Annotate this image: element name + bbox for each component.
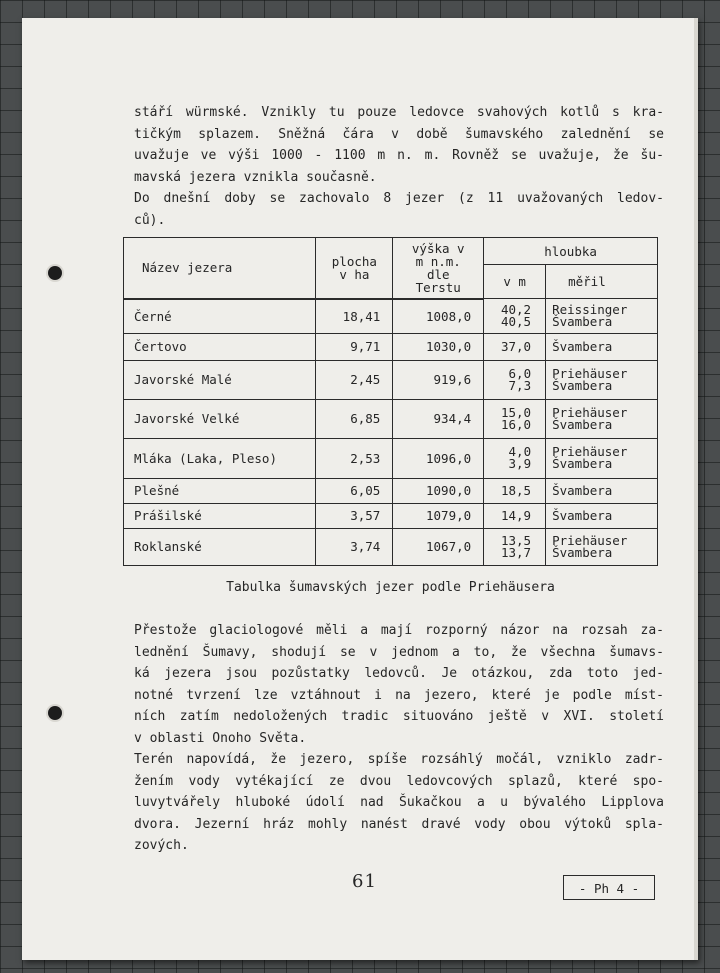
depth-value: 40,5	[500, 313, 532, 329]
cell-measured-by	[546, 299, 658, 334]
cell-area: 6,05	[316, 478, 393, 503]
depth-value: 40,2	[500, 301, 532, 317]
cell-measured-by: Švambera	[546, 503, 658, 528]
cell-altitude: 1090,0	[393, 478, 484, 503]
punch-hole-bottom	[48, 706, 62, 720]
cell-altitude: 1030,0	[393, 333, 484, 360]
measurer: Švambera	[552, 416, 613, 432]
text-line: Přestože glaciologové měli a mají rozporný názor na rozsah za-	[134, 623, 664, 638]
measurer: Priehäuser	[552, 365, 628, 381]
cell-measured-by	[546, 528, 658, 565]
cell-lake-name: Javorské Velké	[124, 399, 316, 438]
cell-depth	[484, 299, 546, 334]
measurer: Švambera	[552, 377, 613, 393]
measurer: Švambera	[552, 456, 613, 471]
cell-lake-name: Plešné	[124, 478, 316, 503]
depth-value: 4,0	[508, 444, 532, 459]
cell-area: 3,57	[316, 503, 393, 528]
depth-value: 6,0	[508, 365, 532, 381]
header-area-line: plocha	[331, 253, 377, 269]
table-row	[124, 299, 658, 334]
text-line: Do dnešní doby se zachovalo 8 jezer (z 11 uvažovaných ledov-	[134, 191, 664, 206]
cell-depth	[484, 360, 546, 399]
cell-measured-by	[546, 438, 658, 478]
text-line: luvytvářely hluboké údolí nad Šukačkou a u bývalého Lipplova	[134, 795, 664, 810]
cell-measured-by	[546, 360, 658, 399]
lakes-table	[123, 237, 658, 566]
cell-depth: 18,5	[484, 478, 546, 503]
table-row	[124, 438, 658, 478]
header-altitude-line: dle	[426, 266, 450, 282]
cell-depth	[484, 399, 546, 438]
cell-depth: 37,0	[484, 333, 546, 360]
depth-value: 13,5	[500, 532, 532, 548]
measurer: Priehäuser	[552, 532, 628, 548]
text-line: stáří würmské. Vznikly tu pouze ledovce svahových kotlů s kra-	[134, 105, 664, 120]
table-row	[124, 333, 658, 360]
header-measured-by: měřil	[546, 265, 658, 299]
cell-lake-name: Čertovo	[124, 333, 316, 360]
cell-lake-name: Prášilské	[124, 503, 316, 528]
cell-area: 6,85	[316, 399, 393, 438]
cell-altitude: 1079,0	[393, 503, 484, 528]
cell-area: 18,41	[316, 299, 393, 334]
header-depth-m: v m	[484, 265, 546, 299]
measurer: Priehäuser	[552, 404, 628, 420]
cell-depth	[484, 528, 546, 565]
depth-value: 7,3	[508, 377, 532, 393]
measurer: Reissinger	[552, 301, 628, 317]
text-line: notné tvrzení lze vztáhnout i na jezero, které je podle míst-	[134, 687, 664, 703]
measurer: Švambera	[552, 544, 613, 560]
text-line: ká jezera jsou pozůstatky ledovců. Je otázkou, zda toto jed-	[134, 666, 664, 681]
header-altitude	[393, 238, 484, 299]
cell-altitude: 1008,0	[393, 299, 484, 334]
text-line: dvora. Jezerní hráz mohly nanést dravé vody obou výtoků spla-	[134, 816, 664, 832]
cell-depth: 14,9	[484, 503, 546, 528]
text-line: v oblasti Onoho Světa.	[134, 730, 307, 746]
cell-altitude: 934,4	[393, 399, 484, 438]
page-number: 61	[352, 871, 377, 892]
cell-area: 3,74	[316, 528, 393, 565]
cell-depth	[484, 438, 546, 478]
cell-area: 9,71	[316, 333, 393, 360]
text-line: Terén napovídá, že jezero, spíše rozsáhlý močál, vzniklo zadr-	[134, 752, 664, 767]
cell-lake-name: Roklanské	[124, 528, 316, 565]
header-altitude-line: m n.m.	[415, 253, 461, 269]
measurer: Švambera	[552, 313, 613, 329]
punch-hole-top	[48, 266, 62, 280]
table-row	[124, 503, 658, 528]
archive-stamp: - Ph 4 -	[563, 875, 655, 900]
table-row	[124, 528, 658, 565]
text-line: uvažuje ve výši 1000 - 1100 m n. m. Rovněž se uvažuje, že šu-	[134, 148, 664, 163]
text-line: lednění Šumavy, shodují se v jednom a to, že všechna šumavs-	[134, 644, 664, 660]
header-lake-name: Název jezera	[124, 238, 316, 299]
text-line: mavská jezera vznikla současně.	[134, 169, 377, 185]
cell-altitude: 919,6	[393, 360, 484, 399]
measurer: Priehäuser	[552, 444, 628, 459]
text-line: tičkým splazem. Sněžná čára v době šumavského zalednění se	[134, 126, 664, 142]
cell-lake-name: Javorské Malé	[124, 360, 316, 399]
paragraph-glaciology	[134, 620, 664, 857]
header-area	[316, 238, 393, 299]
cell-measured-by: Švambera	[546, 333, 658, 360]
paragraph-intro	[134, 102, 664, 231]
depth-value: 13,7	[500, 544, 532, 560]
cell-lake-name: Mláka (Laka, Pleso)	[124, 438, 316, 478]
header-area-line: v ha	[339, 266, 370, 282]
table-row	[124, 360, 658, 399]
document-page	[22, 18, 698, 960]
depth-value: 15,0	[500, 404, 532, 420]
header-altitude-line: Terstu	[415, 279, 461, 295]
text-line: žením vody vytékající ze dvou ledovcových splazů, které spo-	[134, 773, 664, 789]
cell-area: 2,53	[316, 438, 393, 478]
text-line: ních zatím nedoložených tradic situováno ještě v XVI. století	[134, 709, 664, 724]
cell-altitude: 1067,0	[393, 528, 484, 565]
header-depth: hloubka	[484, 238, 658, 265]
cell-lake-name: Černé	[124, 299, 316, 334]
table-caption: Tabulka šumavských jezer podle Priehäusera	[226, 580, 555, 595]
cell-area: 2,45	[316, 360, 393, 399]
depth-value: 3,9	[508, 456, 532, 471]
text-line: ců).	[134, 212, 166, 228]
cell-measured-by	[546, 399, 658, 438]
table-row	[124, 399, 658, 438]
depth-value: 16,0	[500, 416, 532, 432]
header-altitude-line: výška v	[411, 240, 465, 256]
cell-measured-by: Švambera	[546, 478, 658, 503]
text-line: zových.	[134, 838, 189, 853]
cell-altitude: 1096,0	[393, 438, 484, 478]
table-row	[124, 478, 658, 503]
